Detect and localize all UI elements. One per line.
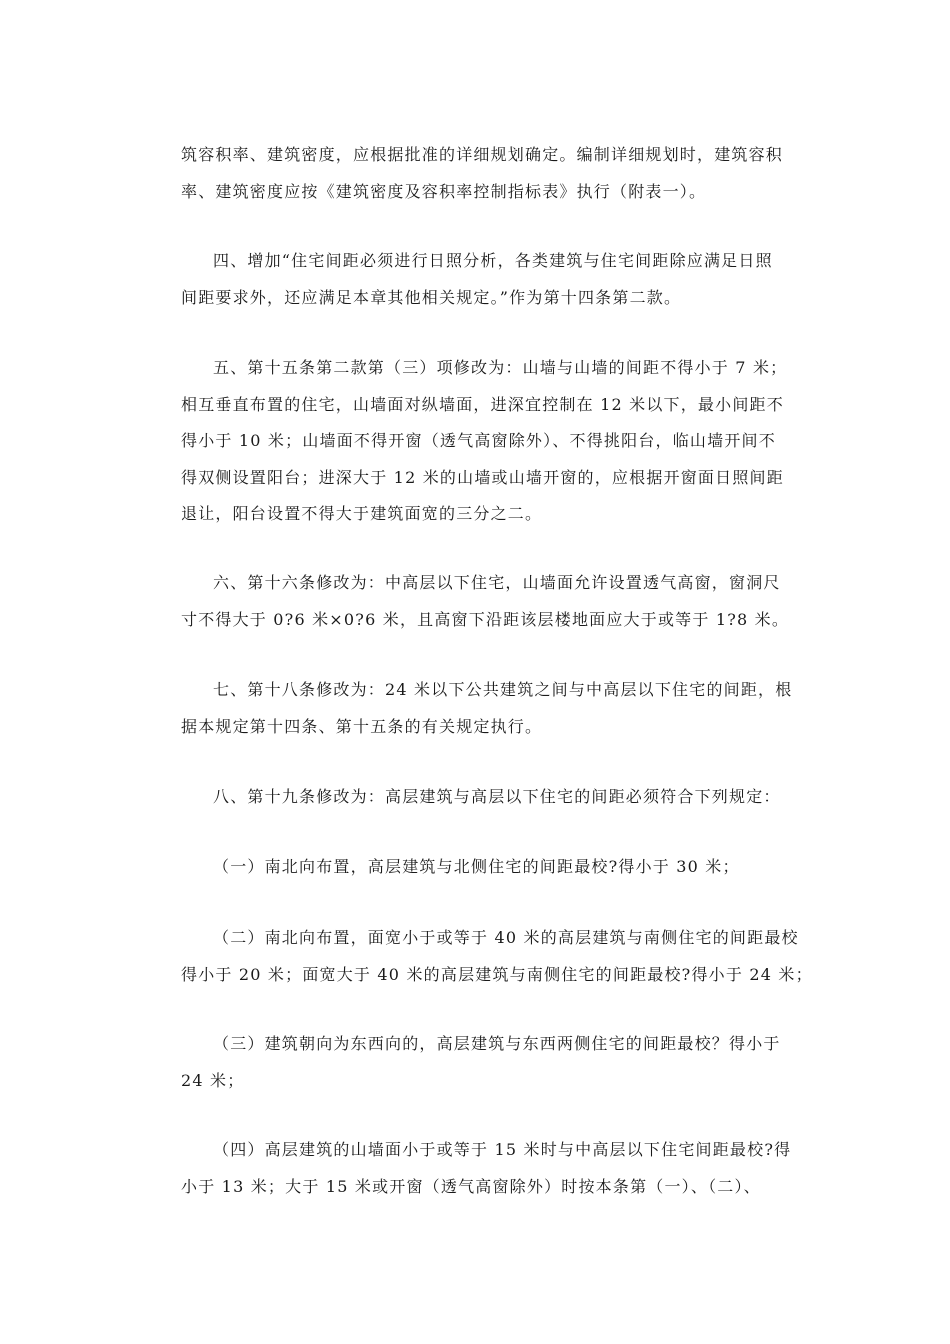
paragraph-sub-2 <box>181 920 813 993</box>
paragraph-item-5 <box>181 350 787 533</box>
paragraph-sub-4 <box>181 1132 791 1205</box>
paragraph-item-8 <box>181 779 781 816</box>
text-line: 七、第十八条修改为：24 米以下公共建筑之间与中高层以下住宅的间距，根 <box>213 680 793 699</box>
text-line: 据本规定第十四条、第十五条的有关规定执行。 <box>181 716 543 736</box>
paragraph-sub-3 <box>181 1026 781 1099</box>
text-line: （一）南北向布置，高层建筑与北侧住宅的间距最校?得小于 30 米； <box>213 857 740 876</box>
text-line: 退让，阳台设置不得大于建筑面宽的三分之二。 <box>181 504 543 523</box>
text-line: 四、增加“住宅间距必须进行日照分析，各类建筑与住宅间距除应满足日照 <box>213 251 773 270</box>
paragraph-item-6 <box>181 565 789 638</box>
text-line: 六、第十六条修改为：中高层以下住宅，山墙面允许设置透气高窗，窗洞尺 <box>213 573 781 592</box>
paragraph-item-7 <box>181 672 792 745</box>
text-line: （二）南北向布置，面宽小于或等于 40 米的高层建筑与南侧住宅的间距最校 <box>213 928 799 947</box>
paragraph-density <box>181 137 783 210</box>
text-line: 小于 13 米；大于 15 米或开窗（透气高窗除外）时按本条第（一）、（二）、 <box>181 1176 761 1196</box>
text-line: 间距要求外，还应满足本章其他相关规定。”作为第十四条第二款。 <box>181 287 682 307</box>
text-line: 率、建筑密度应按《建筑密度及容积率控制指标表》执行（附表一）。 <box>181 181 707 201</box>
text-line: 得小于 20 米；面宽大于 40 米的高层建筑与南侧住宅的间距最校?得小于 24 米； <box>181 964 813 984</box>
text-line: （三）建筑朝向为东西向的，高层建筑与东西两侧住宅的间距最校？得小于 <box>213 1034 781 1053</box>
text-line: 得小于 10 米；山墙面不得开窗（透气高窗除外）、不得挑阳台，临山墙开间不 <box>181 431 776 450</box>
text-line: （四）高层建筑的山墙面小于或等于 15 米时与中高层以下住宅间距最校?得 <box>213 1140 792 1159</box>
text-line: 五、第十五条第二款第（三）项修改为：山墙与山墙的间距不得小于 7 米； <box>213 358 788 377</box>
text-line: 相互垂直布置的住宅，山墙面对纵墙面，进深宜控制在 12 米以下，最小间距不 <box>181 394 784 414</box>
text-line: 得双侧设置阳台；进深大于 12 米的山墙或山墙开窗的，应根据开窗面日照间距 <box>181 467 784 487</box>
paragraph-sub-1 <box>181 849 740 886</box>
text-line: 寸不得大于 0?6 米×0?6 米，且高窗下沿距该层楼地面应大于或等于 1?8 米。 <box>181 609 790 629</box>
paragraph-item-4 <box>181 243 773 316</box>
text-line: 24 米； <box>181 1070 245 1090</box>
text-line: 筑容积率、建筑密度，应根据批准的详细规划确定。编制详细规划时，建筑容积 <box>181 145 784 164</box>
text-line: 八、第十九条修改为：高层建筑与高层以下住宅的间距必须符合下列规定： <box>213 787 781 806</box>
